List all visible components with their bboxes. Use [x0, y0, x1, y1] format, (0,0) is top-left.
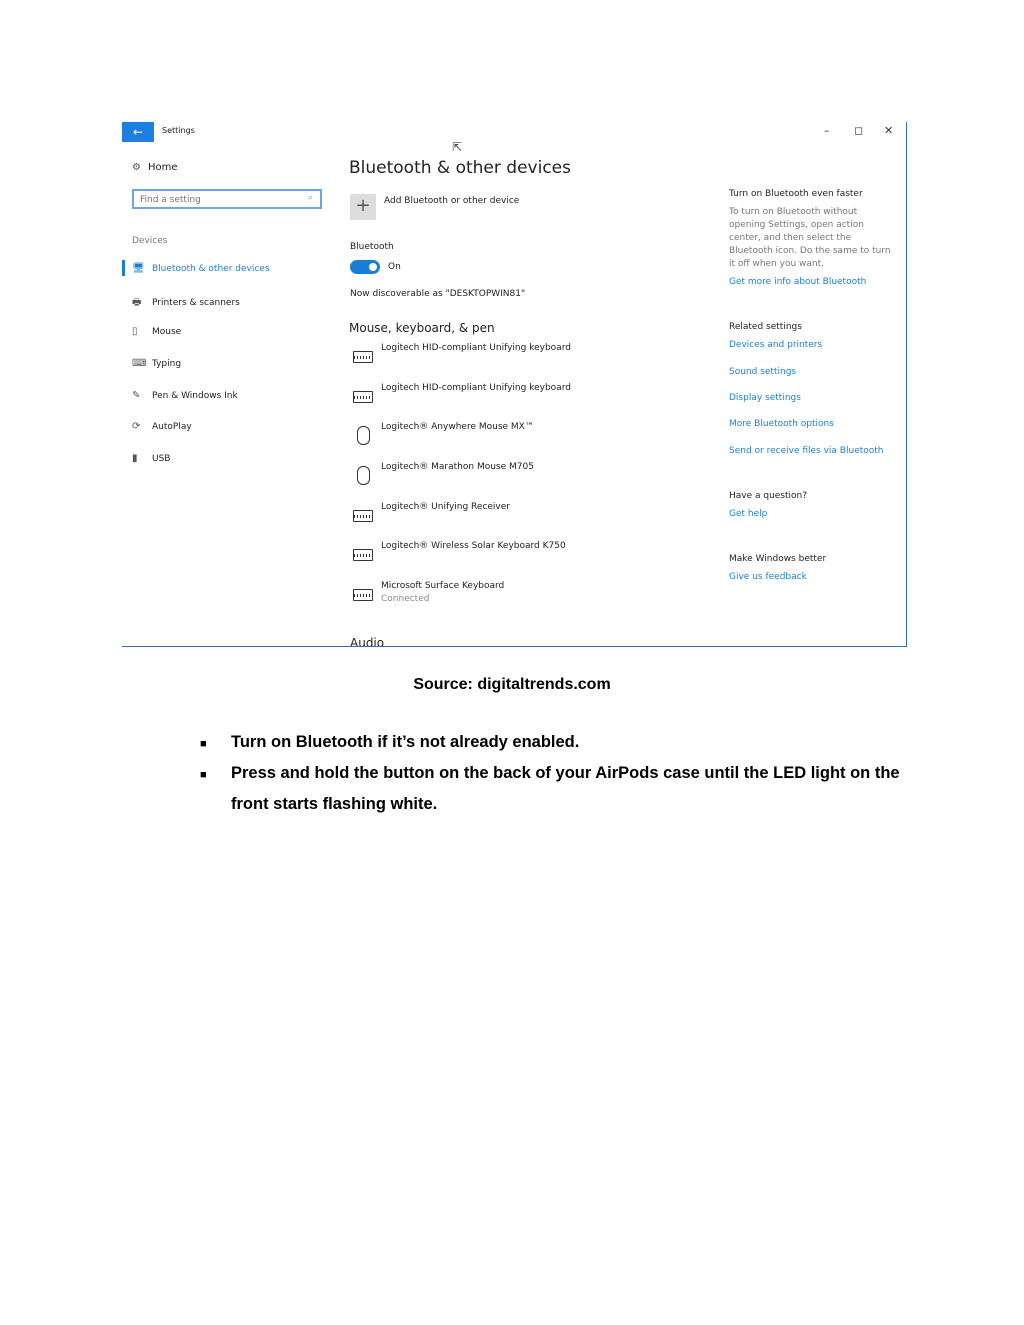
pen-icon: ✎	[132, 390, 141, 401]
toggle-knob	[369, 263, 377, 271]
mouse-icon: ▯	[132, 326, 138, 337]
sidebar-item-label: USB	[152, 454, 171, 464]
device-item[interactable]	[350, 581, 650, 611]
devices-heading: Mouse, keyboard, & pen	[349, 321, 495, 335]
close-icon[interactable]: ✕	[884, 124, 894, 137]
device-name: Microsoft Surface Keyboard	[381, 581, 505, 591]
bullet-text: Press and hold the button on the back of your AirPods case until the LED light on the front starts flashing white.	[231, 764, 900, 813]
keyboard-icon	[350, 343, 376, 369]
sidebar-item-typing[interactable]	[132, 358, 181, 369]
bullet-icon: ■	[200, 769, 207, 781]
faster-body: To turn on Bluetooth without opening Settings, open action center, and then select the Bluetooth icon. Do the same to turn it off when you want.	[729, 207, 891, 269]
device-item[interactable]	[350, 422, 650, 452]
back-arrow-icon[interactable]: ←	[122, 122, 154, 142]
sidebar-item-bluetooth[interactable]	[132, 263, 270, 274]
sidebar-item-label: Bluetooth & other devices	[152, 264, 270, 274]
keyboard-icon	[350, 581, 376, 607]
send-files-link[interactable]: Send or receive files via Bluetooth	[729, 446, 884, 456]
settings-screenshot	[122, 122, 907, 647]
search-icon: ⌕	[308, 193, 314, 203]
bluetooth-toggle[interactable]	[350, 260, 380, 274]
bullet-icon: ■	[200, 738, 207, 750]
device-name: Logitech HID-compliant Unifying keyboard	[381, 383, 571, 393]
bluetooth-label: Bluetooth	[350, 242, 394, 252]
devices-printers-link[interactable]: Devices and printers	[729, 340, 823, 350]
source-caption: Source: digitaltrends.com	[413, 676, 611, 693]
feedback-link[interactable]: Give us feedback	[729, 572, 807, 582]
better-heading: Make Windows better	[729, 554, 827, 564]
audio-heading: Audio	[350, 636, 385, 647]
device-item[interactable]	[350, 541, 650, 571]
device-item[interactable]	[350, 502, 650, 532]
keyboard-icon	[350, 383, 376, 409]
sidebar-item-label: Typing	[152, 359, 182, 369]
keyboard-icon: ⌨	[132, 358, 147, 369]
title-bar	[122, 122, 906, 142]
sidebar-section-heading: Devices	[132, 236, 168, 246]
device-status: Connected	[381, 594, 430, 604]
device-item[interactable]	[350, 383, 650, 413]
search-input[interactable]	[132, 189, 322, 209]
bluetooth-options-link[interactable]: More Bluetooth options	[729, 419, 834, 429]
add-device-label[interactable]: Add Bluetooth or other device	[384, 196, 520, 206]
device-name: Logitech HID-compliant Unifying keyboard	[381, 343, 571, 353]
sidebar-item-mouse[interactable]	[132, 326, 181, 337]
discoverable-text: Now discoverable as "DESKTOPWIN81"	[350, 289, 526, 299]
sidebar-item-label: Mouse	[152, 327, 182, 337]
sidebar-item-printers[interactable]	[132, 295, 240, 312]
usb-icon: ▮	[132, 453, 138, 464]
device-name: Logitech® Unifying Receiver	[381, 502, 510, 512]
add-device-button[interactable]	[350, 194, 376, 220]
bullet-text: Turn on Bluetooth if it’s not already enabled.	[231, 733, 580, 751]
device-item[interactable]	[350, 343, 650, 373]
bluetooth-devices-icon: 🖥	[132, 263, 145, 274]
window-title: Settings	[162, 126, 195, 135]
plus-icon: +	[355, 195, 371, 216]
device-name: Logitech® Anywhere Mouse MX™	[381, 422, 534, 432]
device-name: Logitech® Wireless Solar Keyboard K750	[381, 541, 566, 551]
maximize-icon[interactable]: ◻	[854, 124, 864, 137]
faster-heading: Turn on Bluetooth even faster	[729, 189, 863, 199]
sound-settings-link[interactable]: Sound settings	[729, 367, 797, 377]
home-label: Home	[148, 162, 178, 173]
sidebar-item-usb[interactable]	[132, 453, 170, 464]
sidebar-item-pen[interactable]	[132, 390, 238, 401]
related-heading: Related settings	[729, 322, 802, 332]
question-heading: Have a question?	[729, 491, 808, 501]
active-indicator	[122, 260, 125, 276]
sidebar-item-label: AutoPlay	[152, 422, 192, 432]
page-title: Bluetooth & other devices	[349, 158, 571, 178]
get-help-link[interactable]: Get help	[729, 509, 768, 519]
keyboard-icon	[350, 541, 376, 567]
usb-receiver-icon	[350, 502, 376, 528]
sidebar-item-label: Printers & scanners	[152, 298, 240, 308]
device-name: Logitech® Marathon Mouse M705	[381, 462, 534, 472]
mouse-icon	[350, 422, 376, 448]
display-settings-link[interactable]: Display settings	[729, 393, 801, 403]
printer-icon: 🖶	[132, 297, 142, 308]
sidebar-item-label: Pen & Windows Ink	[152, 391, 238, 401]
gear-icon: ⚙	[132, 162, 141, 173]
mouse-pointer-icon: ⇱	[452, 140, 463, 154]
autoplay-icon: ⟳	[132, 421, 141, 432]
bluetooth-info-link[interactable]: Get more info about Bluetooth	[729, 277, 867, 287]
sidebar-item-autoplay[interactable]	[132, 421, 192, 432]
bluetooth-state: On	[388, 262, 401, 272]
mouse-icon	[350, 462, 376, 488]
sidebar-home[interactable]	[132, 162, 178, 173]
minimize-icon[interactable]: –	[824, 124, 830, 137]
device-item[interactable]	[350, 462, 650, 492]
